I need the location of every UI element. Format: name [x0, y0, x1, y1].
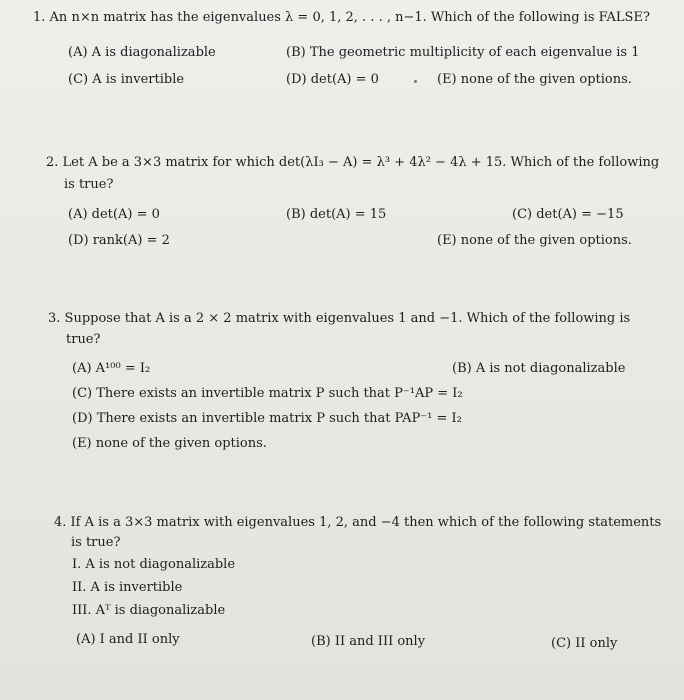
q3-option-e[interactable]: (E) none of the given options.: [72, 436, 267, 451]
question-2-stem-line2: is true?: [64, 177, 114, 192]
q4-statement-1: I. A is not diagonalizable: [72, 557, 236, 572]
question-1-text: An n×n matrix has the eigenvalues λ = 0, 1, 2, . . . , n−1. Which of the following is FALSE?: [49, 10, 650, 25]
question-1-number: 1.: [33, 10, 46, 25]
question-2-text: Let A be a 3×3 matrix for which det(λI₃ − A) = λ³ + 4λ² − 4λ + 15. Which of the following: [62, 155, 660, 170]
question-3-number: 3.: [48, 311, 61, 326]
question-4-number: 4.: [54, 515, 67, 530]
q2-option-b[interactable]: (B) det(A) = 15: [286, 207, 387, 222]
q4-option-a[interactable]: (A) I and II only: [76, 632, 180, 647]
q3-option-c[interactable]: (C) There exists an invertible matrix P such that P⁻¹AP = I₂: [72, 386, 463, 401]
q4-option-c[interactable]: (C) II only: [551, 636, 618, 651]
q4-statement-3: III. Aᵀ is diagonalizable: [72, 603, 226, 618]
question-2-stem-line1: [46, 155, 659, 171]
q1-option-e[interactable]: (E) none of the given options.: [437, 72, 632, 87]
question-4-text: If A is a 3×3 matrix with eigenvalues 1, 2, and −4 then which of the following statements: [70, 515, 662, 530]
q1-option-b[interactable]: (B) The geometric multiplicity of each eigenvalue is 1: [286, 45, 640, 60]
stray-mark: [414, 80, 417, 83]
q1-option-c[interactable]: (C) A is invertible: [68, 72, 185, 87]
question-4-stem-line1: [54, 515, 661, 531]
q4-statement-2: II. A is invertible: [72, 580, 183, 595]
question-3-text: Suppose that A is a 2 × 2 matrix with eigenvalues 1 and −1. Which of the following is: [64, 311, 631, 326]
q3-option-a[interactable]: (A) A¹⁰⁰ = I₂: [72, 361, 151, 376]
question-3-stem-line2: true?: [66, 332, 101, 347]
q2-option-a[interactable]: (A) det(A) = 0: [68, 207, 160, 222]
q3-option-d[interactable]: (D) There exists an invertible matrix P such that PAP⁻¹ = I₂: [72, 411, 462, 426]
q1-option-a[interactable]: (A) A is diagonalizable: [68, 45, 216, 60]
question-4-stem-line2: is true?: [71, 535, 121, 550]
question-3-stem-line1: [48, 311, 630, 327]
q4-option-b[interactable]: (B) II and III only: [311, 634, 426, 649]
question-1-stem: [33, 10, 650, 26]
question-2-number: 2.: [46, 155, 59, 170]
q2-option-e[interactable]: (E) none of the given options.: [437, 233, 632, 248]
q2-option-d[interactable]: (D) rank(A) = 2: [68, 233, 170, 248]
q2-option-c[interactable]: (C) det(A) = −15: [512, 207, 624, 222]
q1-option-d[interactable]: (D) det(A) = 0: [286, 72, 379, 87]
q3-option-b[interactable]: (B) A is not diagonalizable: [452, 361, 626, 376]
